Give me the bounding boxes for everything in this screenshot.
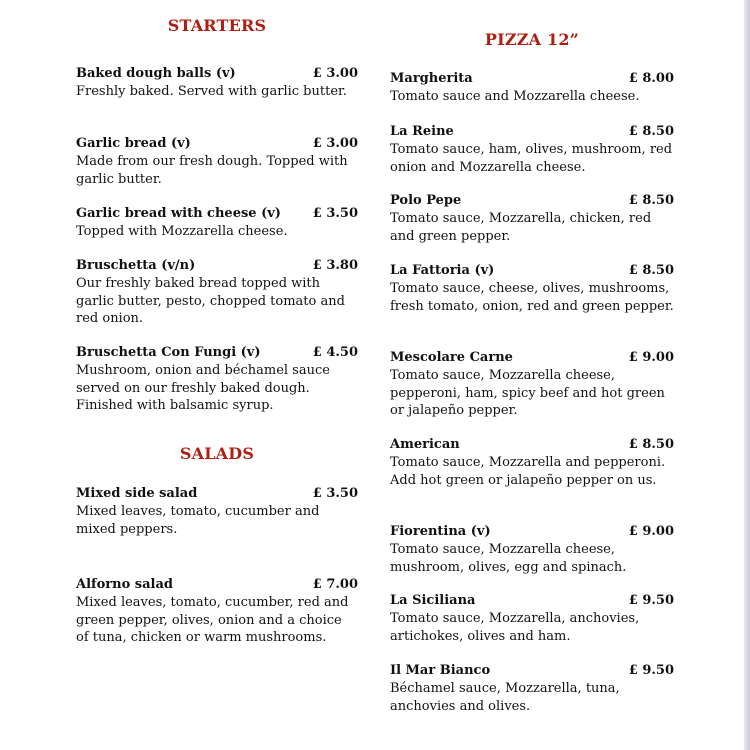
item-price: £ 9.00 (628, 524, 674, 539)
item-price: £ 8.50 (628, 437, 674, 452)
item-price: £ 7.00 (312, 577, 358, 592)
menu-item-baked-dough-balls (76, 65, 358, 101)
menu-item-margherita (390, 70, 674, 106)
menu-item-mixed-side-salad (76, 485, 358, 538)
item-description: Mushroom, onion and béchamel sauce served on our freshly baked dough. Finished with balsamic syrup. (76, 363, 330, 413)
item-description: Tomato sauce, Mozzarella, chicken, red and green pepper. (390, 211, 652, 244)
item-description: Tomato sauce, cheese, olives, mushrooms, fresh tomato, onion, red and green pepper. (390, 281, 674, 314)
menu-item-garlic-bread-cheese (76, 205, 358, 241)
menu-item-polo-pepe (390, 192, 674, 245)
item-name: Garlic bread (v) (76, 136, 191, 151)
menu-item-il-mar-bianco (390, 662, 674, 715)
item-price: £ 8.00 (628, 71, 674, 86)
item-price: £ 4.50 (312, 345, 358, 360)
menu-item-la-reine (390, 123, 674, 176)
item-price: £ 3.00 (312, 136, 358, 151)
item-description: Made from our fresh dough. Topped with garlic butter. (76, 154, 348, 187)
item-price: £ 9.50 (628, 663, 674, 678)
item-price: £ 3.50 (312, 206, 358, 221)
menu-item-mescolare-carne (390, 349, 674, 420)
starters-heading: STARTERS (167, 16, 267, 35)
menu-item-bruschetta-con-fungi (76, 344, 358, 415)
menu-item-la-siciliana (390, 592, 674, 645)
menu-item-bruschetta (76, 257, 358, 328)
page-edge (744, 0, 750, 750)
item-name: Garlic bread with cheese (v) (76, 206, 281, 221)
item-name: La Reine (390, 124, 454, 139)
item-description: Tomato sauce, ham, olives, mushroom, red onion and Mozzarella cheese. (390, 142, 673, 175)
item-description: Topped with Mozzarella cheese. (76, 224, 288, 239)
item-description: Tomato sauce, Mozzarella cheese, pepperoni, ham, spicy beef and hot green or jalapeño pepper. (390, 368, 665, 418)
menu-item-garlic-bread (76, 135, 358, 188)
menu-item-la-fattoria (390, 262, 674, 315)
salads-heading: SALADS (179, 444, 255, 463)
item-name: American (390, 437, 460, 452)
item-name: Baked dough balls (v) (76, 66, 236, 81)
item-description: Our freshly baked bread topped with garlic butter, pesto, chopped tomato and red onion. (76, 276, 345, 326)
item-price: £ 3.00 (312, 66, 358, 81)
item-description: Tomato sauce, Mozzarella cheese, mushroom, olives, egg and spinach. (390, 542, 627, 575)
item-price: £ 8.50 (628, 263, 674, 278)
item-description: Freshly baked. Served with garlic butter. (76, 84, 347, 99)
menu-item-fiorentina (390, 523, 674, 576)
item-name: Bruschetta Con Fungi (v) (76, 345, 261, 360)
item-price: £ 8.50 (628, 193, 674, 208)
item-name: Alforno salad (76, 577, 173, 592)
item-price: £ 9.00 (628, 350, 674, 365)
item-name: Mescolare Carne (390, 350, 513, 365)
menu-item-american (390, 436, 674, 489)
item-name: La Fattoria (v) (390, 263, 495, 278)
item-description: Mixed leaves, tomato, cucumber and mixed peppers. (76, 504, 320, 537)
item-name: Il Mar Bianco (390, 663, 491, 678)
item-description: Tomato sauce, Mozzarella, anchovies, artichokes, olives and ham. (390, 611, 640, 644)
item-name: Fiorentina (v) (390, 524, 491, 539)
item-price: £ 3.80 (312, 258, 358, 273)
item-description: Tomato sauce, Mozzarella and pepperoni. Add hot green or jalapeño pepper on us. (390, 455, 666, 488)
item-price: £ 9.50 (628, 593, 674, 608)
menu-item-alforno-salad (76, 576, 358, 647)
item-name: La Siciliana (390, 593, 476, 608)
item-name: Polo Pepe (390, 193, 462, 208)
item-price: £ 3.50 (312, 486, 358, 501)
item-name: Bruschetta (v/n) (76, 258, 196, 273)
pizza-heading: PIZZA 12” (484, 30, 580, 49)
item-description: Béchamel sauce, Mozzarella, tuna, anchovies and olives. (390, 681, 620, 714)
item-price: £ 8.50 (628, 124, 674, 139)
item-name: Mixed side salad (76, 486, 198, 501)
item-description: Mixed leaves, tomato, cucumber, red and green pepper, olives, onion and a choice of tuna, chicken or warm mushrooms. (76, 595, 349, 645)
item-description: Tomato sauce and Mozzarella cheese. (390, 89, 640, 104)
item-name: Margherita (390, 71, 473, 86)
